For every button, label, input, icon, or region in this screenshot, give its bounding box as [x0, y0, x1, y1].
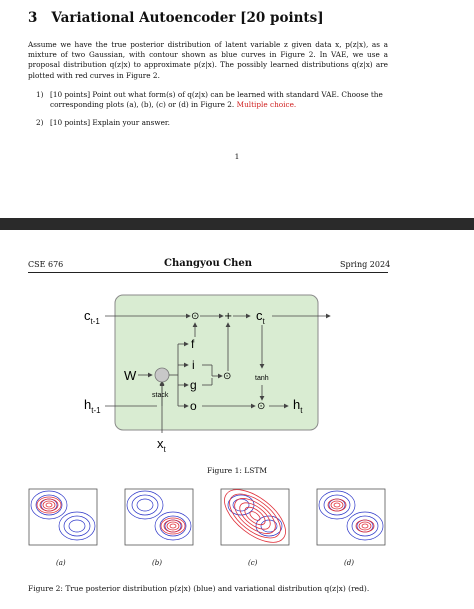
- i-gate-label: i: [192, 358, 195, 372]
- f-gate-label: f: [191, 337, 195, 351]
- page-separator: [0, 218, 474, 230]
- header-author: Changyou Chen: [164, 258, 253, 269]
- page-one: [0, 0, 474, 218]
- stack-label: stack: [152, 392, 169, 399]
- page-number: 1: [234, 152, 240, 161]
- figure-2-subplots: [0, 486, 474, 556]
- forget-mult-symbol: ⊙: [191, 311, 200, 322]
- question-2-label: 2): [36, 118, 44, 127]
- w-label: W: [124, 368, 137, 383]
- section-heading: [28, 10, 324, 26]
- question-2: [36, 118, 388, 130]
- section-number: 3: [28, 10, 38, 26]
- subplot-c-label: (c): [248, 559, 258, 567]
- g-gate-label: g: [190, 378, 197, 392]
- input-mult-symbol: ⊙: [223, 371, 232, 382]
- question-1-text: [10 points] Point out what form(s) of q(z|x) can be learned with standard VAE. Choose the corresponding plots (a), (b), (c) or (d) in Figure 2.: [50, 90, 383, 109]
- header-rule: [28, 272, 388, 273]
- tanh-label: tanh: [255, 375, 269, 382]
- question-2-text: [10 points] Explain your answer.: [50, 118, 170, 127]
- intro-paragraph: Assume we have the true posterior distribution of latent variable z given data x, p(z|x), as a mixture of two Gaussian, with contour shown as blue curves in Figure 2. In VAE, we use a proposal distribution q(z|x) to approximate p(z|x). The possibly learned distributions q(z|x) are plotted with red curves in Figure 2.: [28, 40, 388, 80]
- question-1-label: 1): [36, 90, 44, 99]
- h-next-label: $h_t$: [293, 397, 303, 415]
- c-next-label: $c_t$: [256, 308, 265, 326]
- header-term: Spring 2024: [340, 260, 391, 269]
- output-mult-symbol: ⊙: [257, 401, 266, 412]
- subplot-d: [317, 489, 385, 545]
- lstm-cell-box: [115, 295, 318, 430]
- x-label: $x_t$: [157, 436, 166, 454]
- figure-2-caption: Figure 2: True posterior distribution p(z|x) (blue) and variational distribution q(z|x) (red).: [28, 584, 370, 593]
- stack-node: [155, 368, 169, 382]
- subplot-b: [125, 489, 193, 545]
- section-title: Variational Autoencoder [20 points]: [51, 10, 324, 26]
- question-1: [36, 90, 388, 112]
- c-prev-label: $c_{t-1}$: [84, 308, 100, 326]
- subplot-b-label: (b): [152, 559, 162, 567]
- subplot-a-label: (a): [56, 559, 66, 567]
- h-prev-label: $h_{t-1}$: [84, 397, 101, 415]
- subplot-d-label: (d): [344, 559, 354, 567]
- o-gate-label: o: [190, 399, 197, 413]
- subplot-c: [216, 486, 295, 552]
- figure-1-caption: Figure 1: LSTM: [206, 466, 268, 475]
- subplot-a: [29, 489, 97, 545]
- header-course: CSE 676: [28, 260, 64, 269]
- question-1-note: Multiple choice.: [236, 100, 297, 109]
- plus-symbol: +: [224, 311, 233, 322]
- lstm-diagram: [0, 285, 474, 465]
